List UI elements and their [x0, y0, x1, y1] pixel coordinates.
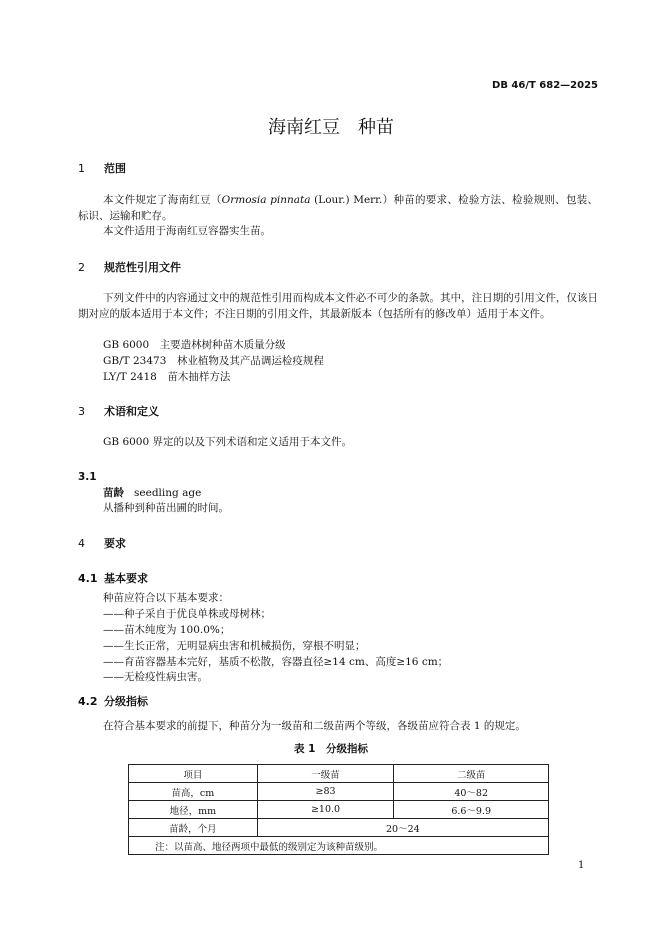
requirement-item: ——种子采自于优良单株或母树林； — [103, 608, 271, 620]
table-note-row — [129, 837, 549, 855]
subsection-title: 分级指标 — [104, 695, 148, 708]
table-header-cell: 二级苗 — [394, 765, 549, 783]
table-cell: 苗高，cm — [129, 783, 258, 801]
requirement-item: ——生长正常，无明显病虫害和机械损伤，穿根不明显； — [103, 640, 366, 652]
subsection-4-1-heading — [78, 570, 148, 586]
table-cell: ≥10.0 — [257, 801, 394, 819]
subsection-4-2-heading — [78, 693, 148, 709]
table-caption: 表 1 分级指标 — [294, 743, 368, 755]
table-row — [129, 819, 549, 837]
table-header-cell: 项目 — [129, 765, 258, 783]
section-number: 2 — [78, 261, 85, 274]
table-note: 注：以苗高、地径两项中最低的级别定为该种苗级别。 — [129, 837, 549, 855]
scope-text-post: (Lour.) Merr.）种苗的要求、检验方法、检验规则、包装、标识、运输和贮存。 — [78, 194, 599, 222]
references-paragraph: 下列文件中的内容通过文中的规范性引用而构成本文件必不可少的条款。其中，注日期的引用文件，仅该日期对应的版本适用于本文件；不注日期的引用文件，其最新版本（包括所有的修改单）适用于本文件。 — [78, 292, 598, 320]
section-2-heading — [78, 259, 181, 275]
section-1-heading — [78, 160, 126, 176]
reference-item: GB/T 23473 林业植物及其产品调运检疫规程 — [103, 355, 324, 367]
scope-text-pre: 本文件规定了海南红豆（ — [103, 194, 222, 206]
scope-latin-name: Ormosia pinnata — [221, 194, 311, 206]
requirement-item: ——苗木纯度为 100.0%； — [103, 624, 231, 636]
subsection-number: 4.2 — [78, 695, 98, 708]
section-4-heading — [78, 535, 126, 551]
term-definition: 从播种到种苗出圃的时间。 — [103, 502, 229, 514]
reference-item: LY/T 2418 苗木抽样方法 — [103, 371, 231, 383]
section-number: 3 — [78, 405, 85, 418]
subsection-number: 4.1 — [78, 572, 98, 585]
table-header-cell: 一级苗 — [257, 765, 394, 783]
subsection-title: 基本要求 — [104, 572, 148, 585]
table-cell: ≥83 — [257, 783, 394, 801]
scope-paragraph — [78, 192, 598, 224]
document-code: DB 46/T 682—2025 — [492, 80, 598, 91]
section-number: 1 — [78, 162, 85, 175]
table-header-row — [129, 765, 549, 783]
requirement-item: ——育苗容器基本完好，基质不松散，容器直径≥14 cm、高度≥16 cm； — [103, 656, 449, 668]
section-title: 要求 — [104, 537, 126, 550]
section-title: 范围 — [104, 162, 126, 175]
terms-paragraph: GB 6000 界定的以及下列术语和定义适用于本文件。 — [103, 436, 352, 448]
section-title: 规范性引用文件 — [104, 261, 181, 274]
grading-paragraph: 在符合基本要求的前提下，种苗分为一级苗和二级苗两个等级，各级苗应符合表 1 的规定。 — [103, 720, 526, 732]
term-chinese: 苗龄 — [103, 487, 124, 499]
table-cell: 地径，mm — [129, 801, 258, 819]
table-cell: 苗龄，个月 — [129, 819, 258, 837]
term-entry — [103, 485, 201, 501]
grading-table — [128, 764, 549, 855]
term-number: 3.1 — [78, 471, 97, 483]
page-title: 海南红豆 种苗 — [268, 117, 394, 138]
table-cell: 20～24 — [257, 819, 548, 837]
requirement-item: ——无检疫性病虫害。 — [103, 671, 208, 683]
reference-item: GB 6000 主要造林树种苗木质量分级 — [103, 339, 286, 351]
table-cell: 6.6～9.9 — [394, 801, 549, 819]
table-row — [129, 783, 549, 801]
basic-requirements-intro: 种苗应符合以下基本要求： — [103, 592, 229, 604]
section-3-heading — [78, 403, 159, 419]
page-number: 1 — [578, 860, 585, 871]
scope-applicability: 本文件适用于海南红豆容器实生苗。 — [103, 225, 271, 237]
section-number: 4 — [78, 537, 85, 550]
table-cell: 40～82 — [394, 783, 549, 801]
term-english: seedling age — [134, 487, 202, 499]
section-title: 术语和定义 — [104, 405, 159, 418]
table-row — [129, 801, 549, 819]
